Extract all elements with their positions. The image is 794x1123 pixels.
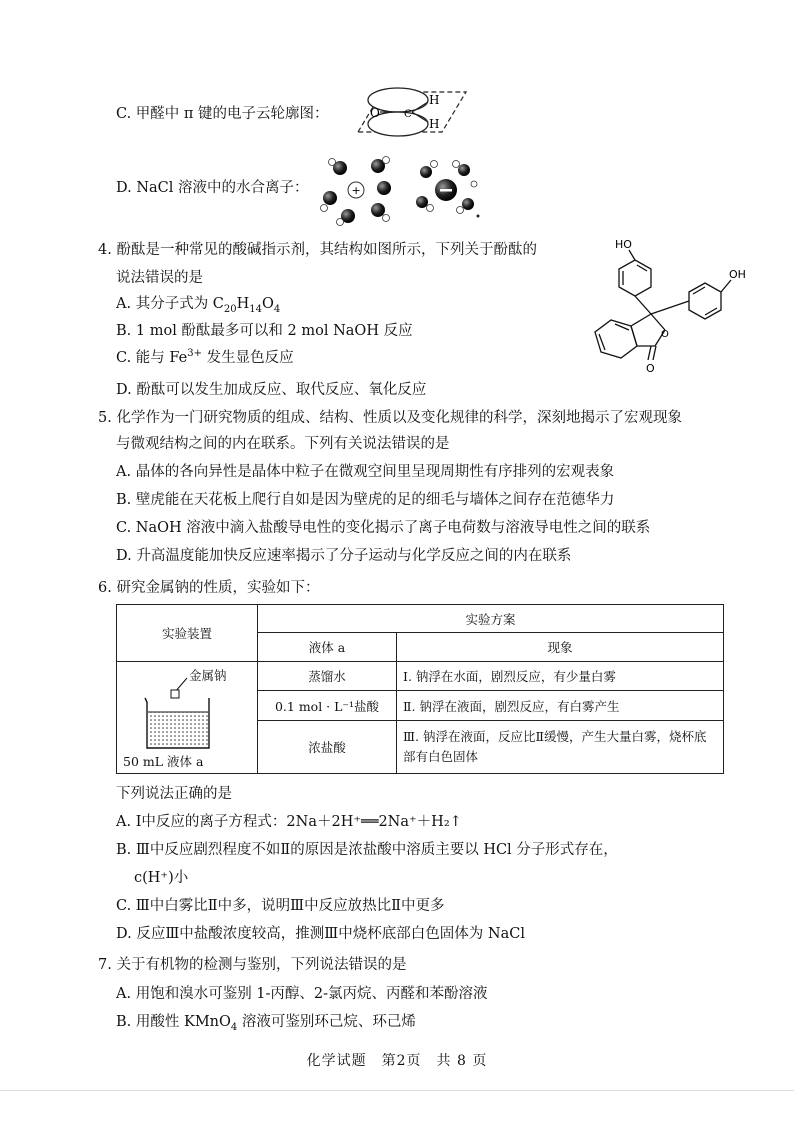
subscript: 4 (230, 1021, 238, 1033)
q4-option-c-text: 发生显色反应 (202, 350, 294, 366)
carbonyl-bond (653, 346, 656, 360)
phenolphthalein-structure (585, 234, 755, 376)
q4-option-a-text: H (236, 296, 250, 312)
water-hydrogen (453, 161, 460, 168)
water-hydrogen (431, 161, 438, 168)
hydrated-chloride-ion (416, 161, 480, 218)
liquid-volume-label: 50 mL 液体 a (123, 754, 204, 770)
hydroxyl-bond-2 (721, 280, 731, 292)
water-hydrogen (383, 157, 390, 164)
row1-phenomenon: Ⅰ. 钠浮在水面，剧烈反应，有少量白雾 (397, 661, 724, 691)
q5-option-b: B. 壁虎能在天花板上爬行自如是因为壁虎的足的细毛与墙体之间存在范德华力 (116, 492, 615, 508)
q5-option-c: C. NaOH 溶液中滴入盐酸导电性的变化揭示了离子电荷数与溶液导电性之间的联系 (116, 520, 651, 536)
q6-option-b-line1: B. Ⅲ中反应剧烈程度不如Ⅱ的原因是浓盐酸中溶质主要以 HCl 分子形式存在， (116, 842, 618, 858)
q4-option-a-text: O (262, 296, 274, 312)
header-plan: 实验方案 (258, 605, 724, 633)
q7-option-b-text: 溶液可鉴别环己烷、环己烯 (237, 1014, 416, 1030)
pi-bond-orbital-diagram (338, 84, 468, 140)
oh-label-2: OH (729, 268, 746, 281)
hydrated-sodium-ion (321, 157, 392, 226)
page-footer: 化学试题 第2页 共 8 页 (306, 1053, 488, 1069)
subscript: 20 (223, 303, 237, 315)
q6-option-a: A. Ⅰ中反应的离子方程式：2Na＋2H⁺══2Na⁺＋H₂↑ (116, 814, 462, 830)
water-oxygen (462, 198, 474, 210)
q6-question: 下列说法正确的是 (116, 786, 232, 802)
q5-stem-line2: 与微观结构之间的内在联系。下列有关说法错误的是 (116, 436, 450, 452)
subscript: 4 (273, 303, 281, 315)
atom-h-2: H (429, 117, 440, 131)
table-row (117, 661, 724, 691)
sodium-label: 金属钠 (189, 668, 227, 684)
q7-stem: 7. 关于有机物的检测与鉴别，下列说法错误的是 (98, 957, 407, 973)
water-hydrogen (383, 215, 390, 222)
water-oxygen (323, 191, 337, 205)
q4-option-a (116, 294, 280, 314)
hydroxyl-bond-1 (629, 250, 635, 260)
q5-option-a: A. 晶体的各向异性是晶体中粒子在微观空间里呈现周期性有序排列的宏观表象 (116, 464, 615, 480)
q4-stem-line1: 4. 酚酞是一种常见的酸碱指示剂，其结构如图所示，下列关于酚酞的 (98, 242, 537, 258)
water-oxygen (371, 203, 385, 217)
atom-h-1: H (429, 93, 440, 107)
dot (477, 215, 480, 218)
row3-liquid: 浓盐酸 (258, 720, 397, 773)
q6-option-b-line2: c(H⁺)小 (134, 870, 189, 886)
phenol-ring-2 (689, 283, 721, 319)
header-device: 实验装置 (117, 605, 258, 662)
atom-c: C (404, 109, 412, 120)
carbonyl-oxygen-label: O (646, 362, 655, 375)
q4-stem-line2: 说法错误的是 (116, 270, 203, 286)
experiment-table (116, 604, 724, 774)
q4-option-c-text: C. 能与 Fe (116, 350, 188, 366)
subscript: 14 (249, 303, 263, 315)
q4-option-d: D. 酚酞可以发生加成反应、取代反应、氧化反应 (116, 382, 427, 398)
q6-option-c: C. Ⅲ中白雾比Ⅱ中多，说明Ⅲ中反应放热比Ⅱ中更多 (116, 898, 445, 914)
water-oxygen (458, 164, 470, 176)
water-oxygen (420, 166, 432, 178)
minus-sign-icon (440, 189, 452, 192)
water-hydrogen (337, 219, 344, 226)
q3-option-d: D. NaCl 溶液中的水合离子： (116, 180, 309, 196)
header-liquid: 液体 a (258, 633, 397, 661)
q6-option-d: D. 反应Ⅲ中盐酸浓度较高，推测Ⅲ中烧杯底部白色固体为 NaCl (116, 926, 525, 942)
water-hydrogen (329, 159, 336, 166)
q7-option-b (116, 1012, 416, 1032)
q3-option-c: C. 甲醛中 π 键的电子云轮廓图： (116, 106, 329, 122)
water-oxygen (416, 196, 428, 208)
water-hydrogen (427, 205, 434, 212)
header-phenomenon: 现象 (397, 633, 724, 661)
water-hydrogen (457, 207, 464, 214)
device-cell (117, 661, 258, 773)
ho-label-1: HO (615, 238, 632, 251)
superscript: 3+ (187, 348, 203, 360)
atom-o: O (370, 106, 380, 120)
sodium-piece (171, 690, 179, 698)
plus-sign-icon: + (351, 184, 361, 197)
row3-phenomenon: Ⅲ. 钠浮在液面，反应比Ⅱ缓慢，产生大量白雾，烧杯底部有白色固体 (397, 720, 724, 773)
row2-phenomenon: Ⅱ. 钠浮在液面，剧烈反应，有白雾产生 (397, 691, 724, 721)
water-oxygen (377, 181, 391, 195)
c-aryl-bond-1 (635, 296, 651, 314)
q4-option-b: B. 1 mol 酚酞最多可以和 2 mol NaOH 反应 (116, 323, 413, 339)
q5-stem-line1: 5. 化学作为一门研究物质的组成、结构、性质以及变化规律的科学，深刻地揭示了宏观现象 (98, 410, 682, 426)
q7-option-b-text: B. 用酸性 KMnO (116, 1014, 231, 1030)
phenol-ring-1 (619, 260, 651, 296)
row2-liquid: 0.1 mol · L⁻¹盐酸 (258, 691, 397, 721)
water-hydrogen (321, 205, 328, 212)
row1-liquid: 蒸馏水 (258, 661, 397, 691)
q6-stem: 6. 研究金属钠的性质，实验如下： (98, 580, 320, 596)
hydrated-ions-diagram (318, 150, 488, 226)
c-aryl-bond-2 (651, 301, 689, 314)
ring-oxygen-label: O (661, 329, 669, 340)
footer-divider (0, 1090, 794, 1091)
q5-option-d: D. 升高温度能加快反应速率揭示了分子运动与化学反应之间的内在联系 (116, 548, 572, 564)
q7-option-a: A. 用饱和溴水可鉴别 1-丙醇、2-氯丙烷、丙醛和苯酚溶液 (116, 986, 488, 1002)
q4-option-a-text: A. 其分子式为 C (116, 296, 224, 312)
water-hydrogen (471, 181, 477, 187)
q4-option-c (116, 348, 294, 368)
beaker-illustration (117, 662, 245, 772)
liquid-a (148, 712, 208, 747)
